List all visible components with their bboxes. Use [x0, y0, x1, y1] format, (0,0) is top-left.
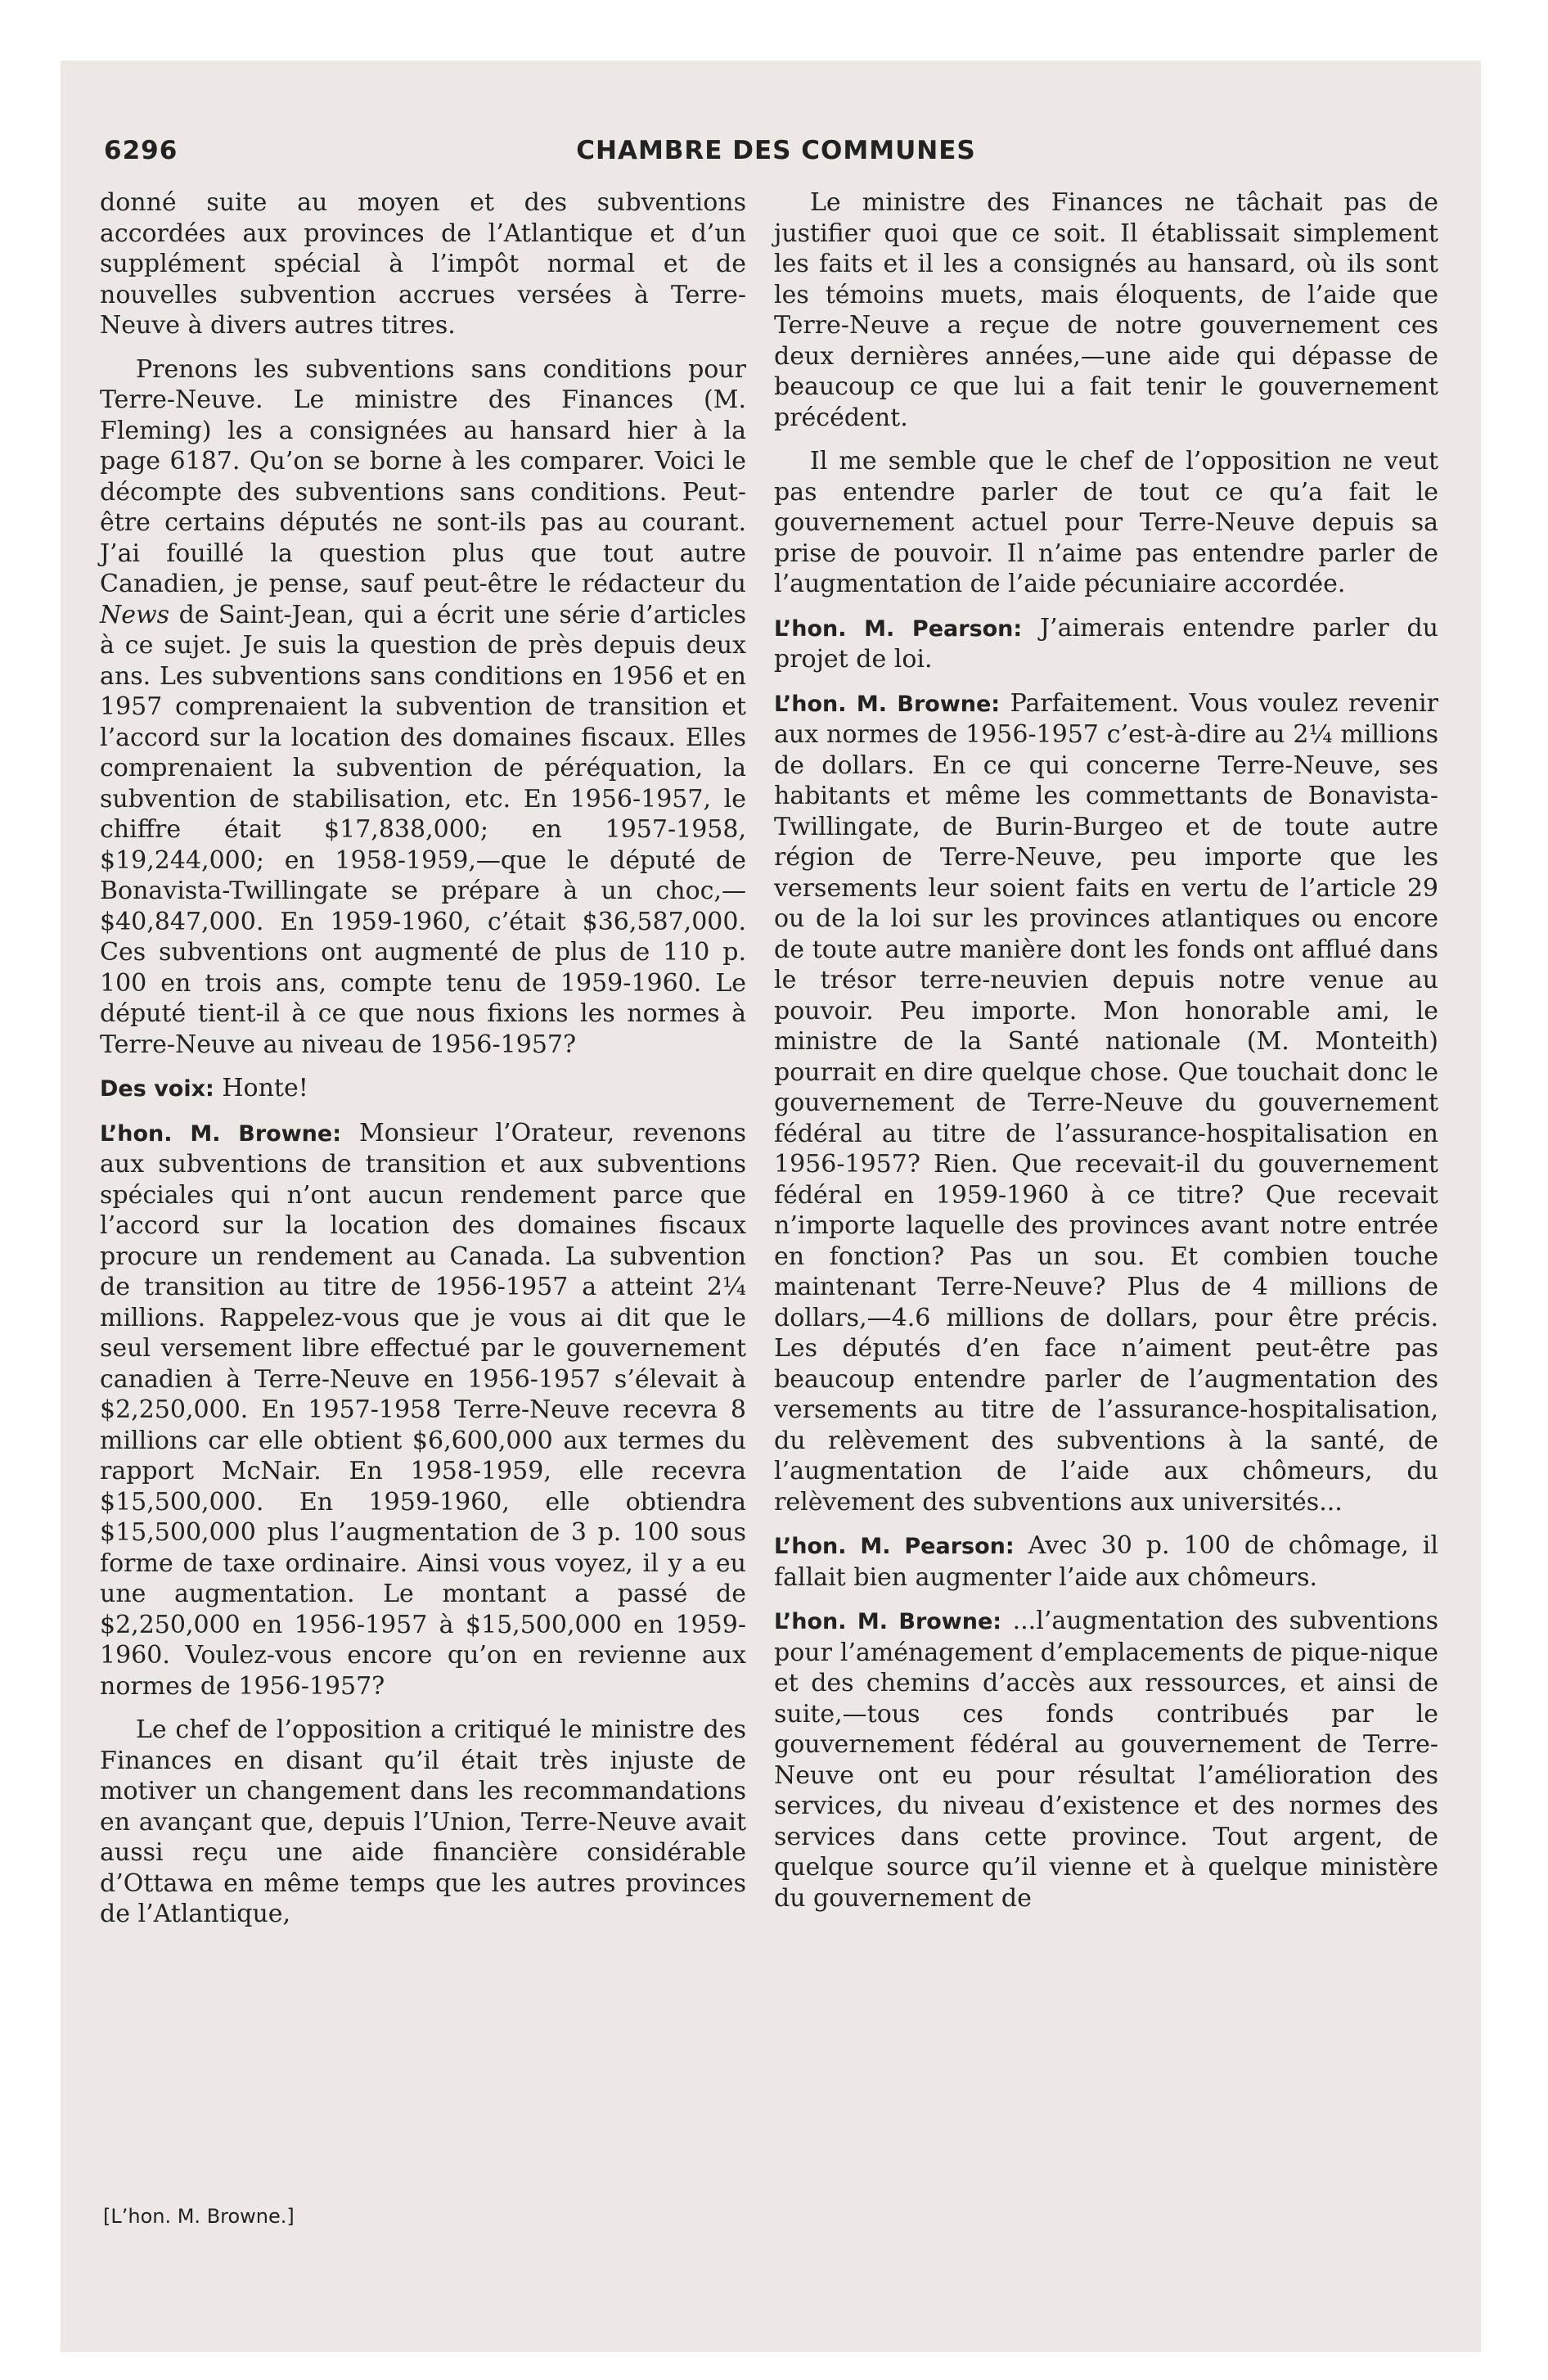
speaker-name: L’hon. M. Pearson:: [774, 1534, 1015, 1559]
right-column: [774, 187, 1438, 1927]
paragraph-text: Prenons les subventions sans conditions pour Terre-Neuve. Le ministre des Finances (M. Fleming) les a consignées au hansard hier à la page 6187. Qu’on se borne à les comparer. Voici le décompte des subventions sans conditions. Peut-être certains députés ne sont-ils pas au courant. J’ai fouillé la question plus que tout autre Canadien, je pense, sauf peut-être le rédacteur du: [100, 354, 746, 598]
page-header: [104, 136, 1448, 174]
paragraph: Le ministre des Finances ne tâchait pas de justifier quoi que ce soit. Il établissait simplement les faits et il les a consignés au hansard, où ils sont les témoins muets, mais éloquents, de l’aide que Terre-Neuve a reçue de notre gouvernement ces deux dernières années,—une aide qui dépasse de beaucoup ce que lui a fait tenir le gouvernement précédent.: [774, 188, 1438, 432]
paragraph: [100, 354, 746, 1061]
left-column: [100, 187, 746, 1943]
footer-speaker-note: [L’hon. M. Browne.]: [103, 2205, 295, 2228]
speech: [100, 1118, 746, 1702]
speech-text: Avec 30 p. 100 de chômage, il fallait bien augmenter l’aide aux chômeurs.: [774, 1531, 1438, 1592]
speech-text: J’aimerais entendre parler du projet de loi.: [774, 613, 1438, 674]
speaker-name: L’hon. M. Pearson:: [774, 615, 1023, 642]
paragraph: Il me semble que le chef de l’opposition ne veut pas entendre parler de tout ce qu’a fait le gouvernement actuel pour Terre-Neuve depuis sa prise de pouvoir. Il n’aime pas entendre parler de l’augmentation de l’aide pécuniaire accordée.: [774, 447, 1438, 598]
hansard-page: [61, 61, 1481, 2352]
speaker-name: Des voix:: [100, 1076, 214, 1102]
speech-text: Monsieur l’Orateur, revenons aux subventions de transition et aux subventions spéciales qui n’ont aucun rendement parce que l’accord sur la location des domaines fiscaux procure un rendement au Canada. La subvention de transition au titre de 1956-1957 a atteint 2¼ millions. Rappelez-vous que je vous ai dit que le seul versement libre effectué par le gouvernement canadien à Terre-Neuve en 1956-1957 s’élevait à $2,250,000. En 1957-1958 Terre-Neuve recevra 8 millions car elle obtient $6,600,000 aux termes du rapport McNair. En 1958-1959, elle recevra $15,500,000. En 1959-1960, elle obtiendra $15,500,000 plus l’augmentation de 3 p. 100 sous forme de taxe ordinaire. Ainsi vous voyez, il y a eu une augmentation. Le montant a passé de $2,250,000 en 1956-1957 à $15,500,000 en 1959-1960. Voulez-vous encore qu’on en revienne aux normes de 1956-1957?: [100, 1118, 746, 1701]
paragraph-text: de Saint-Jean, qui a écrit une série d’articles à ce sujet. Je suis la question de près depuis deux ans. Les subventions sans conditions en 1956 et en 1957 comprenaient la subvention de transition et l’accord sur la location des domaines fiscaux. Elles comprenaient la subvention de péréquation, la subvention de stabilisation, etc. En 1956-1957, le chiffre était $17,838,000; en 1957-1958, $19,244,000; en 1958-1959,—que le député de Bonavista-Twillingate se prépare à un choc,—$40,847,000. En 1959-1960, c’était $36,587,000. Ces subventions ont augmenté de plus de 110 p. 100 en trois ans, compte tenu de 1959-1960. Le député tient-il à ce que nous fixions les normes à Terre-Neuve au niveau de 1956-1957?: [100, 600, 746, 1059]
speech: [774, 1606, 1438, 1913]
speaker-name: L’hon. M. Browne:: [774, 691, 1001, 717]
speaker-name: L’hon. M. Browne:: [100, 1120, 342, 1147]
speech-text: Parfaitement. Vous voulez revenir aux normes de 1956-1957 c’est-à-dire au 2¼ millions de dollars. En ce qui concerne Terre-Neuve, ses habitants et même les commettants de Bonavista-Twillingate, de Burin-Burgeo et de toute autre région de Terre-Neuve, peu importe que les versements leur soient faits en vertu de l’article 29 ou de la loi sur les provinces atlantiques ou encore de toute autre manière dont les fonds ont afflué dans le trésor terre-neuvien depuis notre venue au pouvoir. Peu importe. Mon honorable ami, le ministre de la Santé nationale (M. Monteith) pourrait en dire quelque chose. Que touchait donc le gouvernement de Terre-Neuve du gouvernement fédéral au titre de l’assurance-hospitalisation en 1956-1957? Rien. Que recevait-il du gouvernement fédéral en 1959-1960 à ce titre? Que recevait n’importe laquelle des provinces avant notre entrée en fonction? Pas un sou. Et combien touche maintenant Terre-Neuve? Plus de 4 millions de dollars,—4.6 millions de dollars, pour être précis. Les députés d’en face n’aiment peut-être pas beaucoup entendre parler de l’augmentation des versements au titre de l’assurance-hospitalisation, du relèvement des subventions à la santé, de l’augmentation de l’aide aux chômeurs, du relèvement des subventions aux universités...: [774, 688, 1438, 1517]
speech: [774, 1530, 1438, 1593]
speech: [774, 613, 1438, 675]
paragraph: donné suite au moyen et des subventions accordées aux provinces de l’Atlantique et d’un supplément spécial à l’impôt normal et de nouvelles subvention accrues versées à Terre-Neuve à divers autres titres.: [100, 188, 746, 340]
paragraph: Le chef de l’opposition a critiqué le ministre des Finances en disant qu’il était très injuste de motiver un changement dans les recommandations en avançant que, depuis l’Union, Terre-Neuve avait aussi reçu une aide financière considérable d’Ottawa en même temps que les autres provinces de l’Atlantique,: [100, 1715, 746, 1928]
running-head: CHAMBRE DES COMMUNES: [576, 136, 976, 165]
newspaper-title: News: [100, 600, 170, 629]
speech-text: ...l’augmentation des subventions pour l’aménagement d’emplacements de pique-nique et des chemins d’accès aux ressources, et ainsi de suite,—tous ces fonds contribués par le gouvernement fédéral au gouvernement de Terre-Neuve ont eu pour résultat l’amélioration des services, du niveau d’existence et des normes des services dans cette province. Tout argent, de quelque source qu’il vienne et à quelque ministère du gouvernement de: [774, 1607, 1438, 1913]
page-number: 6296: [104, 136, 178, 165]
speaker-name: L’hon. M. Browne:: [774, 1609, 1002, 1634]
speech-text: Honte!: [222, 1074, 308, 1102]
speech: [100, 1073, 746, 1105]
speech: [774, 688, 1438, 1518]
